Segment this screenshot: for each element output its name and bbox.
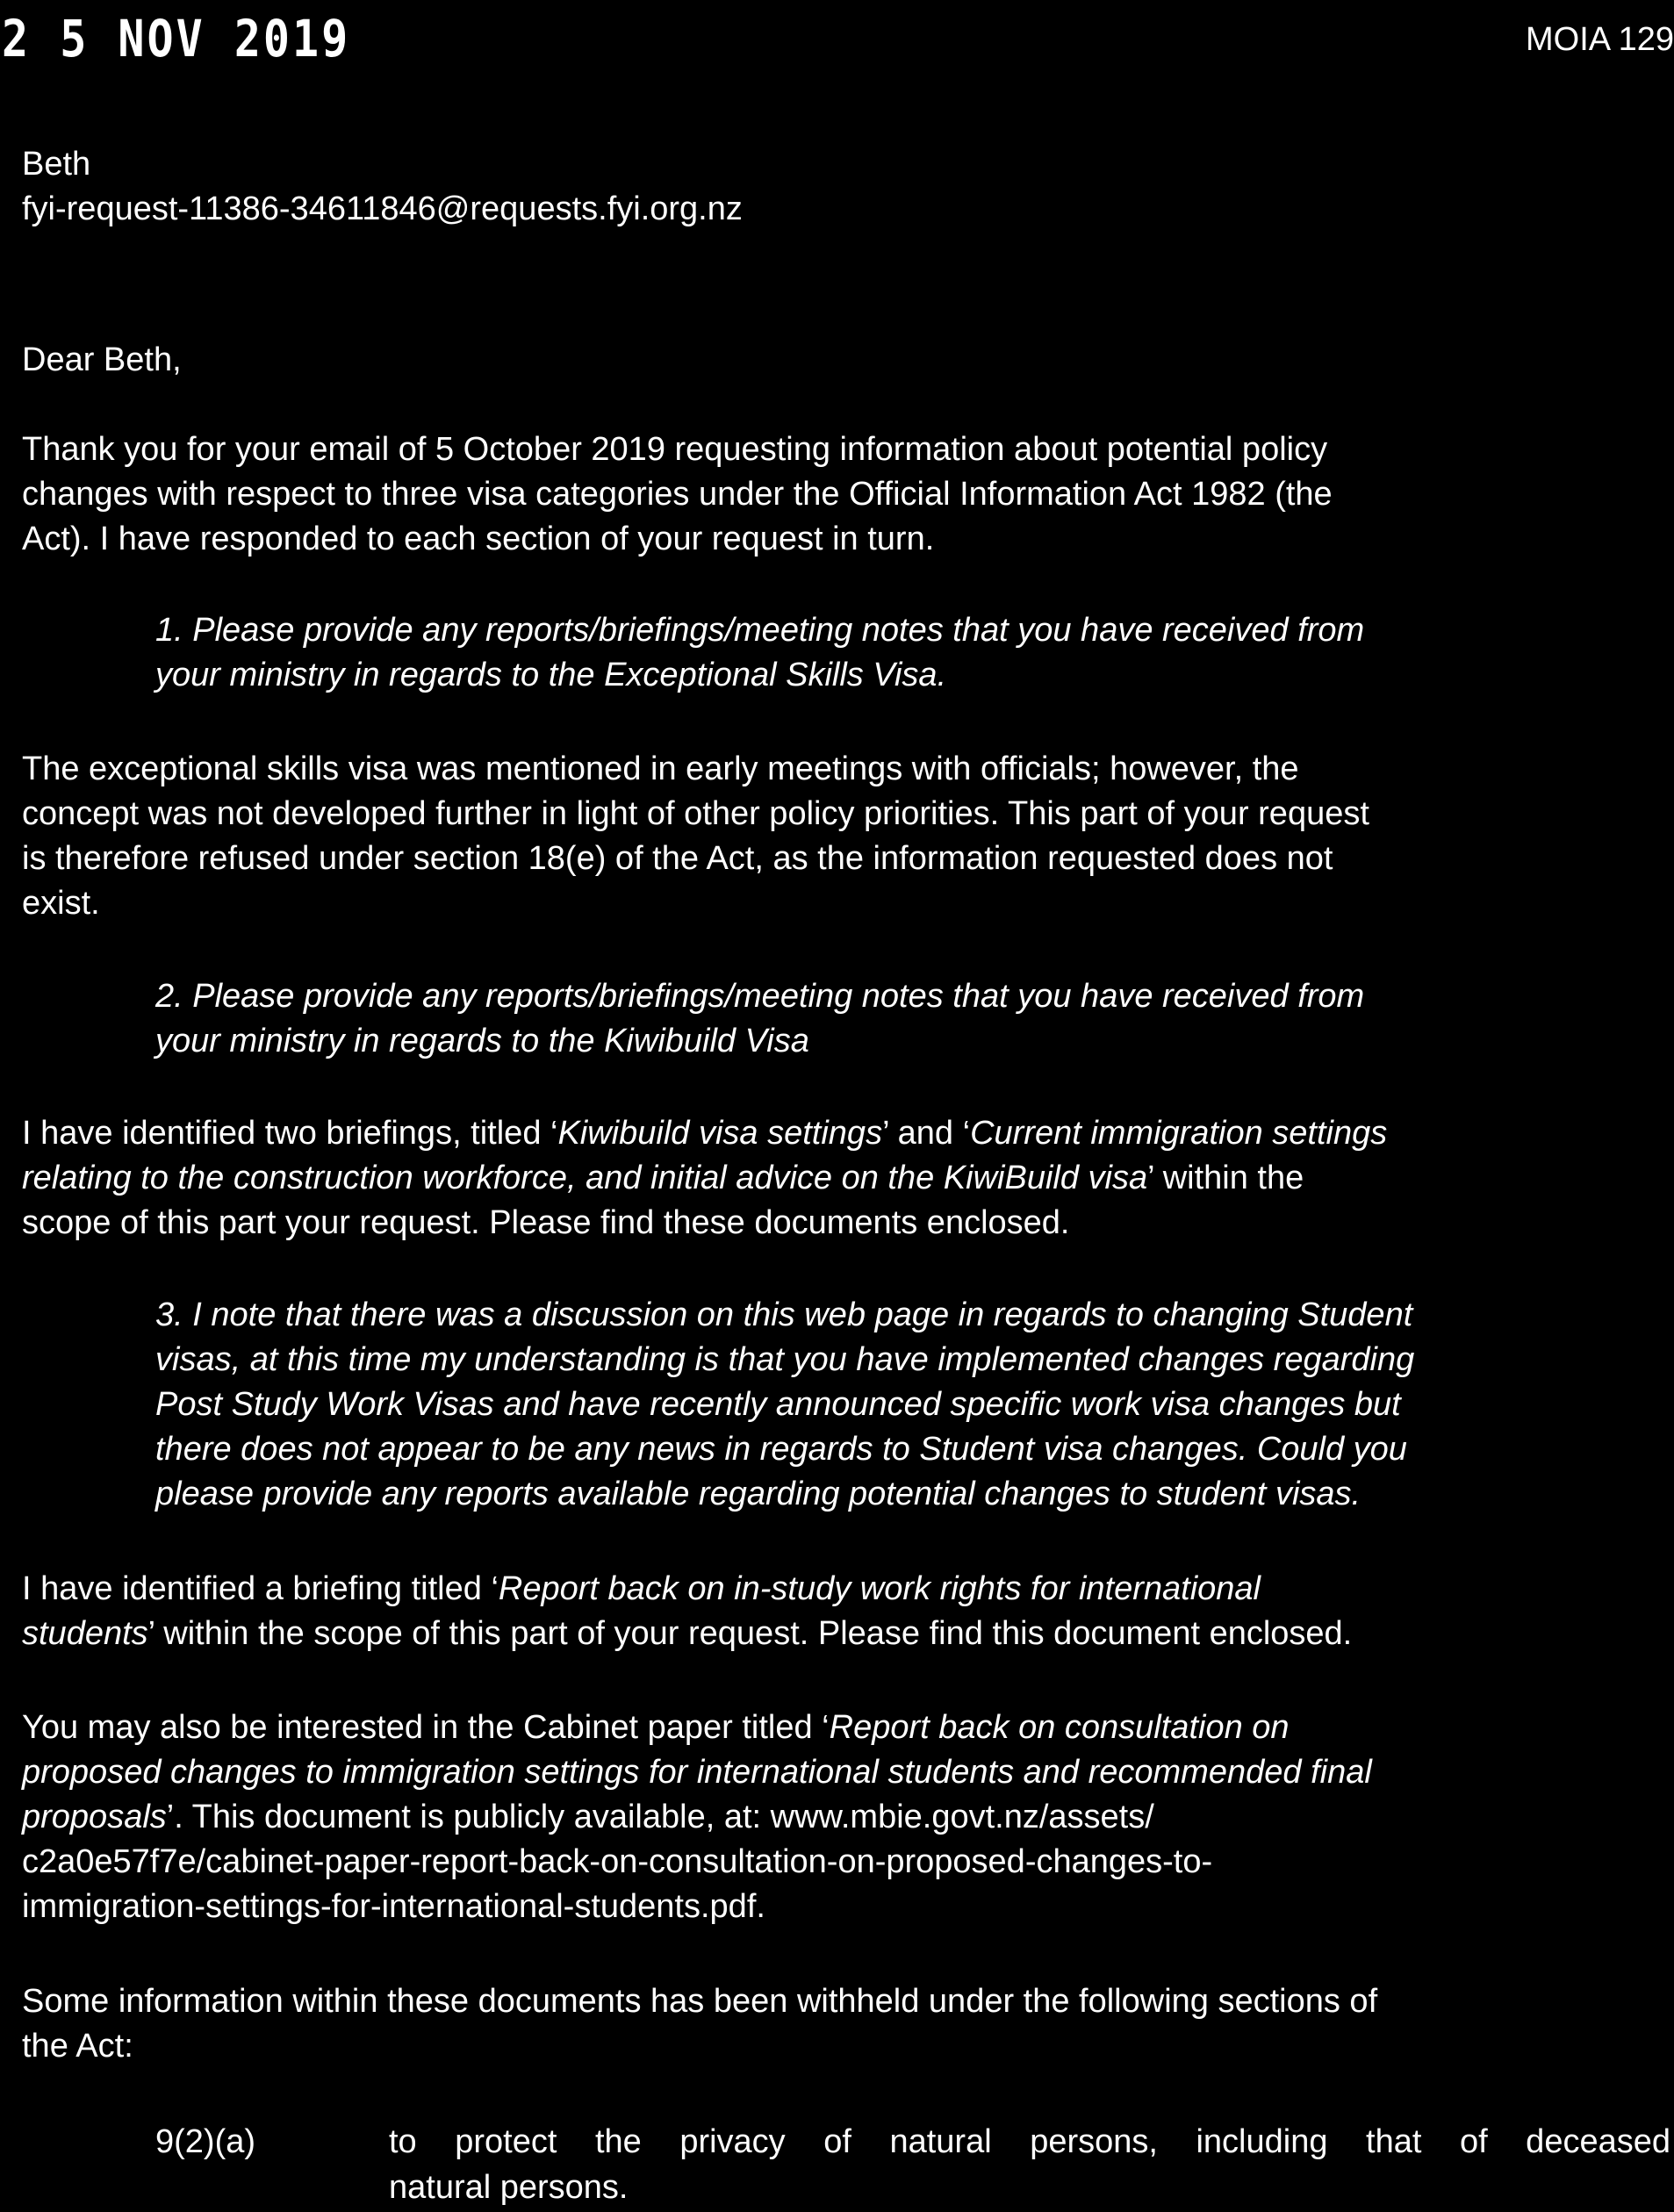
document-title: Report back on in-study work rights for international: [498, 1570, 1261, 1607]
cabinet-line: You may also be interested in the Cabinet paper titled ‘Report back on consultation on: [22, 1709, 1290, 1746]
document-reference: MOIA 129: [1526, 21, 1674, 58]
question-line: visas, at this time my understanding is that you have implemented changes regarding: [155, 1341, 1415, 1378]
response-paragraph-3: [22, 1567, 1668, 1656]
request-question-3: [155, 1293, 1670, 1517]
question-line: 3. I note that there was a discussion on this web page in regards to changing Student: [155, 1296, 1413, 1333]
recipient-email: fyi-request-11386-34611846@requests.fyi.org.nz: [22, 190, 743, 227]
cabinet-line: immigration-settings-for-international-students.pdf.: [22, 1888, 765, 1925]
cabinet-paper-paragraph: [22, 1706, 1668, 1929]
intro-paragraph: [22, 427, 1668, 562]
section-description: to protect the privacy of natural persons, including that of deceased: [389, 2123, 1670, 2160]
recipient-name: Beth: [22, 146, 91, 183]
withheld-line: the Act:: [22, 2028, 133, 2065]
response-line: exist.: [22, 885, 100, 922]
intro-line: Thank you for your email of 5 October 2019 requesting information about potential policy: [22, 431, 1328, 468]
response-line: I have identified two briefings, titled ‘Kiwibuild visa settings’ and ‘Current immigration settings: [22, 1115, 1388, 1152]
question-line: 1. Please provide any reports/briefings/meeting notes that you have received from: [155, 612, 1365, 649]
request-question-1: [155, 608, 1670, 698]
cabinet-line: c2a0e57f7e/cabinet-paper-report-back-on-consultation-on-proposed-changes-to-: [22, 1843, 1213, 1880]
response-line: is therefore refused under section 18(e) of the Act, as the information requested does not: [22, 840, 1333, 877]
salutation: Dear Beth,: [22, 341, 182, 378]
document-title: relating to the construction workforce, and initial advice on the KiwiBuild visa: [22, 1160, 1148, 1196]
cabinet-line: [22, 1750, 1668, 1795]
request-question-2: [155, 974, 1670, 1064]
response-line: I have identified a briefing titled ‘Report back on in-study work rights for international: [22, 1570, 1261, 1607]
question-line: 2. Please provide any reports/briefings/meeting notes that you have received from: [155, 978, 1365, 1015]
document-title: proposed changes to immigration settings for international students and recommended final: [22, 1754, 1372, 1791]
date-received-stamp: 2 5 NOV 2019: [2, 10, 351, 68]
question-line: there does not appear to be any news in regards to Student visa changes. Could you: [155, 1431, 1407, 1468]
document-title: Current immigration settings: [970, 1115, 1388, 1152]
document-title: students: [22, 1615, 148, 1652]
intro-line: changes with respect to three visa categories under the Official Information Act 1982 (the: [22, 476, 1333, 513]
document-title: proposals: [22, 1799, 167, 1835]
withheld-line: Some information within these documents has been withheld under the following sections of: [22, 1983, 1378, 2020]
question-line: Post Study Work Visas and have recently announced specific work visa changes but: [155, 1386, 1401, 1423]
section-description: natural persons.: [389, 2169, 629, 2206]
response-line: students’ within the scope of this part of your request. Please find this document enclosed.: [22, 1615, 1353, 1652]
response-paragraph-2: [22, 1111, 1668, 1246]
response-line: relating to the construction workforce, and initial advice on the KiwiBuild visa’ within the: [22, 1160, 1304, 1196]
document-title: Report back on consultation on: [829, 1709, 1290, 1746]
withheld-paragraph: [22, 1979, 1668, 2069]
response-line: concept was not developed further in light of other policy priorities. This part of your request: [22, 795, 1369, 832]
question-line: please provide any reports available regarding potential changes to student visas.: [155, 1476, 1361, 1512]
document-title: Kiwibuild visa settings: [557, 1115, 883, 1152]
question-line: your ministry in regards to the Exceptional Skills Visa.: [155, 657, 947, 693]
recipient-block: [22, 142, 1668, 232]
intro-line: Act). I have responded to each section of your request in turn.: [22, 521, 935, 557]
cabinet-line: proposals’. This document is publicly available, at: www.mbie.govt.nz/assets/: [22, 1799, 1154, 1835]
response-paragraph-1: [22, 747, 1668, 926]
response-line: scope of this part your request. Please find these documents enclosed.: [22, 1204, 1070, 1241]
response-line: The exceptional skills visa was mentioned in early meetings with officials; however, the: [22, 750, 1299, 787]
section-code: 9(2)(a): [155, 2123, 256, 2160]
question-line: your ministry in regards to the Kiwibuild Visa: [155, 1023, 809, 1059]
